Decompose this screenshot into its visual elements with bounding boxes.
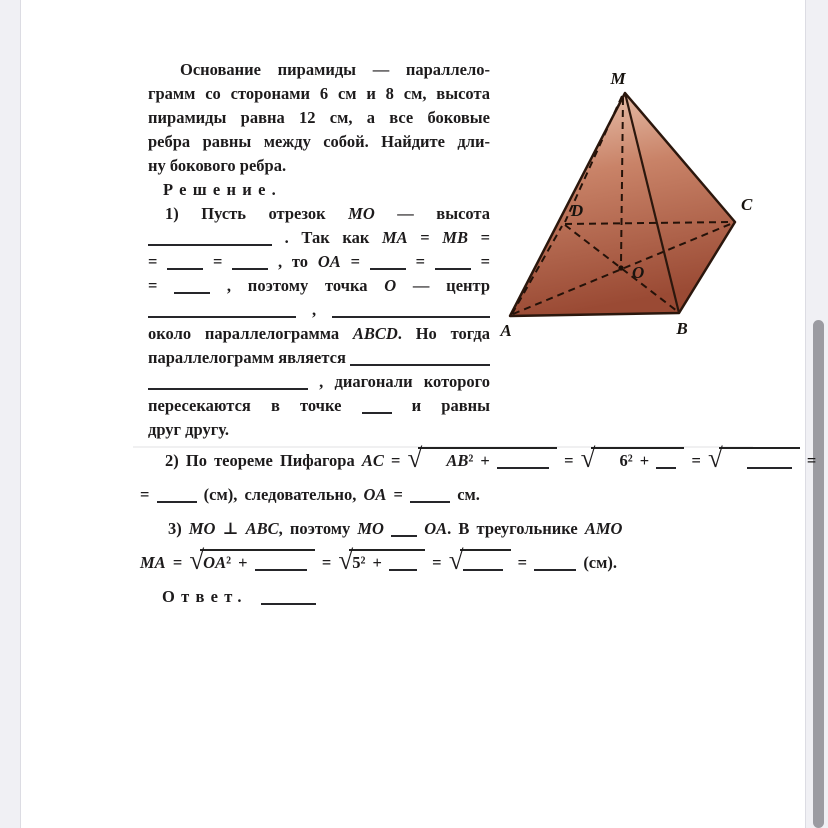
math-var: AC (361, 451, 384, 470)
radical-sign: √ (448, 545, 464, 575)
text-line (148, 322, 490, 346)
text-segment: 5² + (352, 553, 390, 572)
text-line (148, 154, 490, 178)
math-var: ABC (245, 519, 279, 538)
text-segment: = (314, 553, 339, 572)
fill-in-blank (534, 564, 576, 571)
text-segment: , то (268, 252, 318, 271)
text-line (148, 106, 490, 130)
fill-in-blank (370, 263, 406, 270)
text-segment: , диагонали которого (308, 372, 490, 391)
fill-in-blank (350, 359, 490, 366)
text-segment: Основание пирамиды — параллело- (180, 60, 490, 79)
text-line (148, 130, 490, 154)
math-var: AB (446, 451, 469, 470)
radical-sign: √ (189, 545, 205, 575)
text-segment: и равны (391, 396, 490, 415)
vertex-label-o: O (632, 263, 645, 282)
text-line (148, 178, 490, 202)
fill-in-blank (261, 598, 316, 605)
text-segment: = (405, 252, 435, 271)
text-segment: ² + (468, 451, 497, 470)
fill-in-blank (148, 239, 272, 246)
text-line (140, 478, 752, 512)
fill-in-blank (232, 263, 268, 270)
text-segment: = (510, 553, 535, 572)
text-segment: ⊥ (215, 519, 246, 538)
radicand (418, 447, 557, 471)
sqrt-expression (448, 545, 511, 575)
text-segment: = (799, 451, 817, 470)
fill-in-blank (410, 496, 450, 503)
text-segment: = (684, 451, 708, 470)
fill-in-blank (148, 383, 308, 390)
text-segment (384, 519, 391, 538)
fill-in-blank (656, 462, 676, 469)
solution-header (148, 178, 490, 202)
text-segment: , поэтому точка (210, 276, 385, 295)
text-line (148, 250, 490, 274)
vertex-label-m: M (610, 69, 626, 88)
text-line (148, 274, 490, 298)
vertex-label-b: B (676, 319, 688, 338)
fill-in-blank (463, 564, 503, 571)
math-var: OA (203, 553, 227, 572)
pyramid-figure (467, 52, 770, 350)
fill-in-blank (148, 311, 296, 318)
text-line (148, 202, 490, 226)
math-var: MO (188, 519, 216, 538)
fill-in-blank (497, 462, 549, 469)
text-segment: Ответ. (162, 587, 262, 606)
text-line (140, 443, 817, 478)
point-O (618, 265, 623, 270)
text-segment: — центр (396, 276, 491, 295)
text-line (148, 58, 490, 82)
math-var: MO (357, 519, 384, 538)
math-var: OA (317, 252, 341, 271)
text-segment: (см). (576, 553, 617, 572)
text-segment: = (140, 485, 157, 504)
text-line (148, 298, 490, 322)
text-segment: = (407, 228, 443, 247)
math-var: AMO (584, 519, 623, 538)
text-line (140, 512, 752, 546)
fill-in-blank (332, 311, 490, 318)
radicand (200, 549, 315, 573)
sqrt-expression (338, 545, 425, 575)
math-var: MB (442, 228, 468, 247)
text-segment: = (383, 451, 408, 470)
text-segment: 1) Пусть отрезок (165, 204, 349, 223)
solution-step-2 (140, 443, 817, 512)
text-line (148, 370, 490, 394)
text-segment: . В треугольнике (447, 519, 585, 538)
text-segment: 3) (168, 519, 189, 538)
radicand (591, 447, 684, 471)
radical-sign: √ (407, 443, 423, 473)
pyramid-svg (467, 52, 770, 350)
sqrt-expression (580, 443, 685, 473)
vertex-label-d: D (570, 201, 584, 220)
text-segment: Решение. (163, 180, 283, 199)
math-var: MO (348, 204, 375, 223)
sqrt-expression (707, 443, 800, 473)
fill-in-blank (255, 564, 307, 571)
text-segment: , (296, 300, 332, 319)
text-line (148, 418, 490, 442)
text-segment: около параллелограмма (148, 324, 353, 343)
text-segment: = (425, 553, 449, 572)
vertex-label-a: A (500, 321, 512, 340)
radicand (719, 447, 800, 471)
text-segment: (см), следовательно, (196, 485, 364, 504)
text-line (148, 226, 490, 250)
radical-sign: √ (580, 443, 596, 473)
fill-in-blank (362, 407, 392, 414)
text-segment: , поэтому (278, 519, 358, 538)
text-segment: друг другу. (148, 420, 229, 439)
fill-in-blank (391, 530, 417, 537)
text-segment: . Так как (272, 228, 382, 247)
text-segment: ² + (226, 553, 255, 572)
math-var: MA (140, 553, 166, 572)
text-segment: = (165, 553, 190, 572)
fill-in-blank (435, 263, 471, 270)
radical-sign: √ (707, 443, 723, 473)
scrollbar-thumb[interactable] (813, 320, 824, 828)
fill-in-blank (174, 287, 210, 294)
vertex-label-c: C (741, 195, 753, 214)
solution-step-3 (140, 512, 752, 614)
sqrt-expression (189, 545, 314, 575)
fill-in-blank (747, 462, 792, 469)
fill-in-blank (389, 564, 417, 571)
text-line (148, 82, 490, 106)
math-var: OA (424, 519, 448, 538)
text-segment: 6² + (619, 451, 657, 470)
problem-statement (148, 58, 490, 178)
text-segment: = (556, 451, 581, 470)
sqrt-expression (407, 443, 557, 473)
text-segment: = (386, 485, 411, 504)
text-line (140, 546, 752, 580)
text-segment: грамм со сторонами 6 см и 8 см, высота (148, 84, 490, 103)
text-segment: = (467, 228, 491, 247)
text-segment: см. (450, 485, 480, 504)
text-line (148, 346, 490, 370)
text-segment: — высота (374, 204, 490, 223)
text-segment: 2) По теореме Пифагора (165, 451, 362, 470)
fill-in-blank (167, 263, 203, 270)
text-line (148, 394, 490, 418)
fill-in-blank (157, 496, 197, 503)
text-segment: = (148, 276, 175, 295)
text-segment: параллелограмм является (148, 348, 351, 367)
text-segment: = (203, 252, 233, 271)
math-var: OA (363, 485, 387, 504)
math-var: O (384, 276, 397, 295)
radical-sign: √ (338, 545, 354, 575)
math-var: ABCD (352, 324, 398, 343)
solution-step-1 (148, 202, 490, 442)
text-segment: = (148, 252, 168, 271)
text-segment: ребра равны между собой. Найдите дли- (148, 132, 490, 151)
math-var: MA (381, 228, 408, 247)
text-segment: пересекаются в точке (148, 396, 362, 415)
text-segment: ну бокового ребра. (148, 156, 287, 175)
text-line (140, 580, 752, 614)
page-gutter-left (0, 0, 21, 828)
text-segment: пирамиды равна 12 см, а все боковые (148, 108, 490, 127)
text-segment: = (340, 252, 370, 271)
radicand (349, 549, 425, 573)
text-segment: . Но тогда (397, 324, 490, 343)
text-segment: = (470, 252, 490, 271)
radicand (460, 549, 511, 573)
